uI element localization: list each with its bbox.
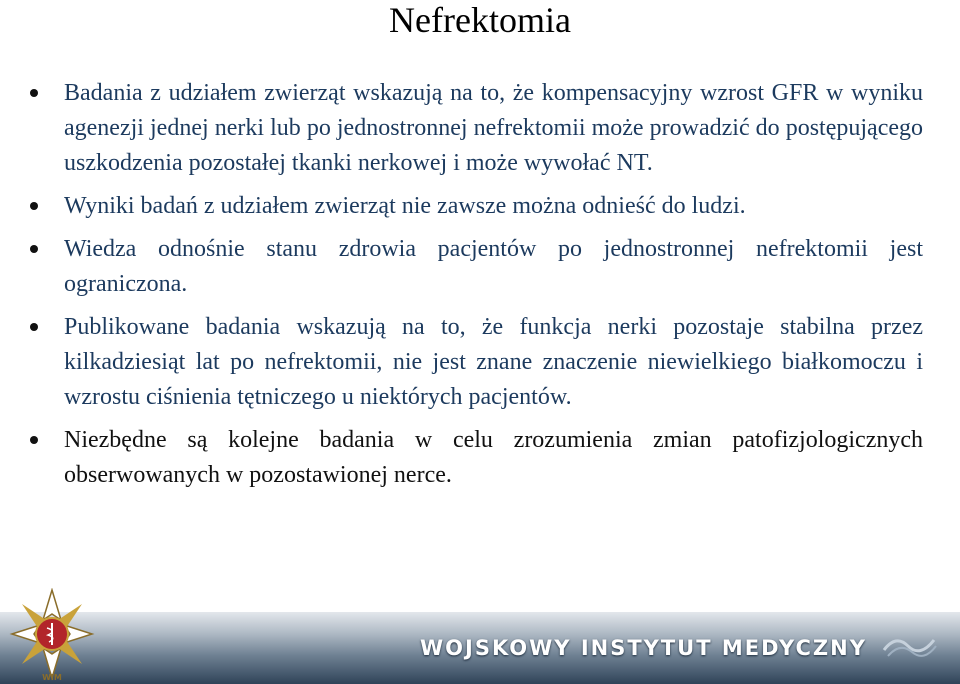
bullet-dot — [30, 89, 38, 97]
bullet-dot — [30, 436, 38, 444]
bullet-item — [30, 310, 923, 415]
bullet-item — [30, 423, 923, 493]
bullet-text: Niezbędne są kolejne badania w celu zrozumienia zmian patofizjologicznych obserwowanych w pozostawionej nerce. — [64, 427, 923, 488]
wave-emblem-icon — [880, 624, 940, 664]
bullet-text: Badania z udziałem zwierząt wskazują na to, że kompensacyjny wzrost GFR w wyniku agenezji jednej nerki lub po jednostronnej nefrektomii może prowadzić do postępującego uszkodzenia pozostałej tkanki nerkowej i może wywołać NT. — [64, 80, 923, 176]
bullet-dot — [30, 323, 38, 331]
bullet-item — [30, 232, 923, 302]
bullet-text: Wyniki badań z udziałem zwierząt nie zawsze można odnieść do ludzi. — [64, 193, 746, 219]
wim-logo-icon — [8, 588, 96, 684]
bullet-text: Wiedza odnośnie stanu zdrowia pacjentów po jednostronnej nefrektomii jest ograniczona. — [64, 236, 923, 297]
bullet-dot — [30, 245, 38, 253]
slide-title: Nefrektomia — [389, 0, 571, 40]
bullet-item — [30, 189, 923, 224]
institution-name: WOJSKOWY INSTYTUT MEDYCZNY — [420, 636, 867, 660]
bullet-list — [30, 76, 923, 501]
bullet-dot — [30, 202, 38, 210]
bullet-text: Publikowane badania wskazują na to, że funkcja nerki pozostaje stabilna przez kilkadziesiąt lat po nefrektomii, nie jest znane znaczenie niewielkiego białkomoczu i wzrostu ciśnienia tętniczego u niektórych pacjentów. — [64, 314, 923, 410]
bullet-item — [30, 76, 923, 181]
logo-text: WIM — [42, 673, 62, 682]
